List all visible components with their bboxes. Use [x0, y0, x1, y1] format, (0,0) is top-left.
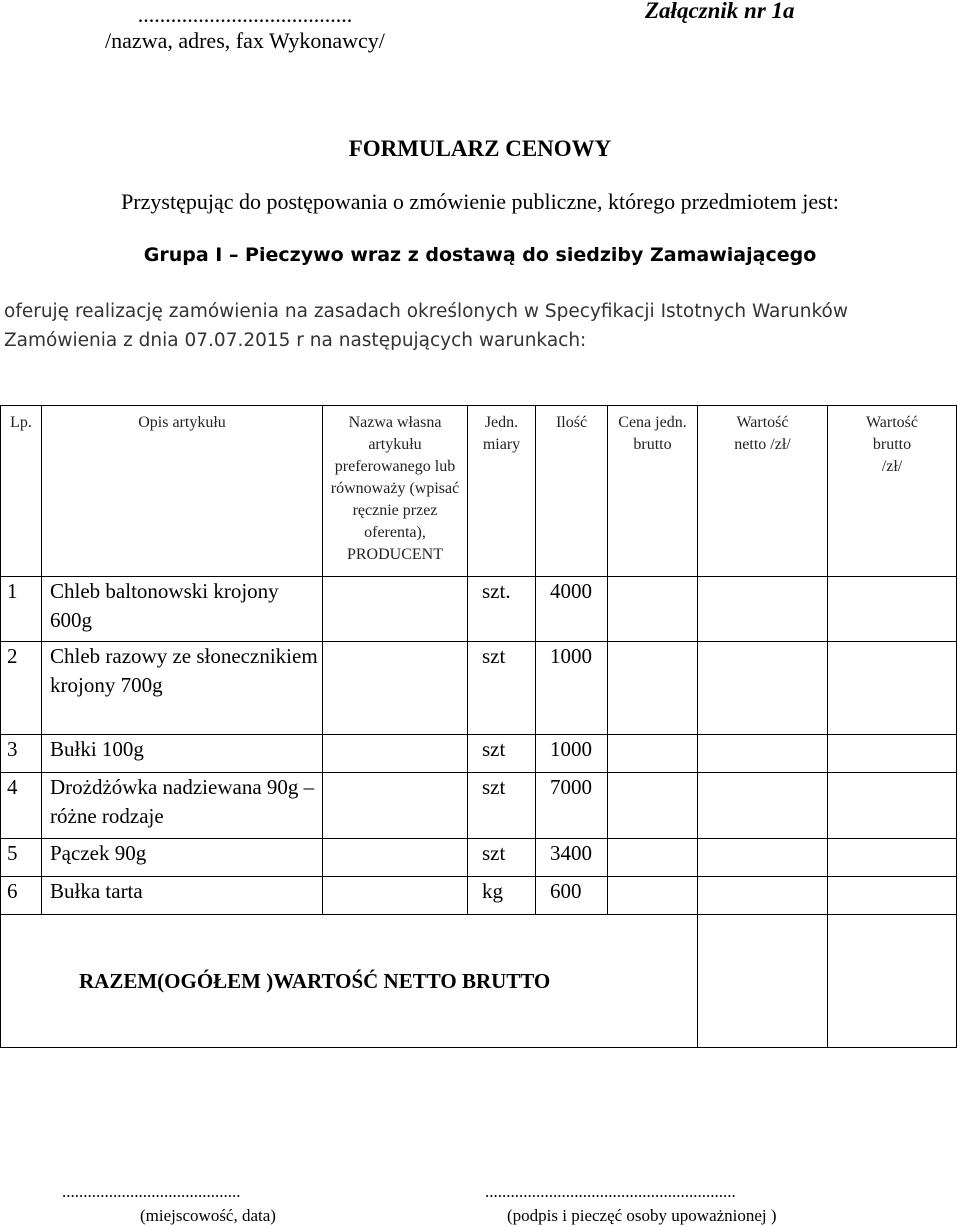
- row-lp: 5: [1, 839, 42, 877]
- row-ilosc: 600: [536, 877, 608, 915]
- place-date-dots: ..........................................: [62, 1182, 241, 1201]
- row-nazwa: [323, 735, 468, 773]
- row-wartosc-netto: [698, 839, 828, 877]
- header-jedn: Jedn. miary: [468, 406, 536, 577]
- row-wartosc-brutto: [828, 735, 957, 773]
- contractor-label: /nazwa, adres, fax Wykonawcy/: [105, 28, 385, 53]
- row-wartosc-netto: [698, 773, 828, 839]
- total-label: RAZEM(OGÓŁEM )WARTOŚĆ NETTO BRUTTO: [1, 915, 698, 1048]
- row-ilosc: 7000: [536, 773, 608, 839]
- table-header-row: [1, 406, 957, 577]
- header-opis: Opis artykułu: [42, 406, 323, 577]
- row-jedn: szt: [468, 642, 536, 735]
- row-wartosc-netto: [698, 642, 828, 735]
- offer-line-2: Zamówienia z dnia 07.07.2015 r na następujących warunkach:: [4, 330, 587, 351]
- row-nazwa: [323, 839, 468, 877]
- row-opis: Chleb baltonowski krojony 600g: [42, 577, 323, 642]
- header-lp: Lp.: [1, 406, 42, 577]
- attachment-label: Załącznik nr 1a: [645, 0, 795, 23]
- total-wartosc-netto: [698, 915, 828, 1048]
- header-wartosc-netto: Wartość netto /zł/: [698, 406, 828, 577]
- row-lp: 6: [1, 877, 42, 915]
- row-wartosc-brutto: [828, 577, 957, 642]
- row-jedn: szt: [468, 735, 536, 773]
- price-table: [0, 405, 957, 1048]
- row-ilosc: 4000: [536, 577, 608, 642]
- row-wartosc-brutto: [828, 642, 957, 735]
- row-cena: [608, 577, 698, 642]
- table-row: [1, 839, 957, 877]
- total-row: [1, 915, 957, 1048]
- table-row: [1, 877, 957, 915]
- table-row: [1, 735, 957, 773]
- row-cena: [608, 839, 698, 877]
- header-nazwa: Nazwa własna artykułu preferowanego lub równoważy (wpisać ręcznie przez oferenta), PRODUCENT: [323, 406, 468, 577]
- row-nazwa: [323, 773, 468, 839]
- row-lp: 2: [1, 642, 42, 735]
- header-ilosc: Ilość: [536, 406, 608, 577]
- row-cena: [608, 642, 698, 735]
- signature-label: (podpis i pieczęć osoby upoważnionej ): [507, 1206, 777, 1225]
- row-jedn: szt: [468, 839, 536, 877]
- row-nazwa: [323, 877, 468, 915]
- row-opis: Drożdżówka nadziewana 90g – różne rodzaje: [42, 773, 323, 839]
- row-cena: [608, 735, 698, 773]
- row-opis: Bułki 100g: [42, 735, 323, 773]
- row-wartosc-brutto: [828, 773, 957, 839]
- contractor-dots: .......................................: [137, 2, 353, 27]
- contractor-block: [80, 2, 410, 54]
- form-title: FORMULARZ CENOWY: [348, 136, 612, 161]
- row-nazwa: [323, 577, 468, 642]
- row-opis: Chleb razowy ze słonecznikiem krojony 700g: [42, 642, 323, 735]
- row-wartosc-netto: [698, 877, 828, 915]
- row-nazwa: [323, 642, 468, 735]
- row-opis: Pączek 90g: [42, 839, 323, 877]
- row-cena: [608, 773, 698, 839]
- row-lp: 4: [1, 773, 42, 839]
- row-wartosc-netto: [698, 577, 828, 642]
- offer-text: [4, 297, 944, 355]
- row-wartosc-brutto: [828, 839, 957, 877]
- header-cena: Cena jedn. brutto: [608, 406, 698, 577]
- intro-text: Przystępując do postępowania o zmówienie publiczne, którego przedmiotem jest:: [121, 189, 839, 214]
- table-row: [1, 773, 957, 839]
- total-wartosc-brutto: [828, 915, 957, 1048]
- row-wartosc-netto: [698, 735, 828, 773]
- row-ilosc: 1000: [536, 735, 608, 773]
- group-title: Grupa I – Pieczywo wraz z dostawą do siedziby Zamawiającego: [143, 244, 817, 266]
- row-jedn: szt: [468, 773, 536, 839]
- row-jedn: kg: [468, 877, 536, 915]
- table-row: [1, 642, 957, 735]
- row-jedn: szt.: [468, 577, 536, 642]
- row-cena: [608, 877, 698, 915]
- row-ilosc: 3400: [536, 839, 608, 877]
- row-opis: Bułka tarta: [42, 877, 323, 915]
- header-wartosc-brutto: Wartość brutto /zł/: [828, 406, 957, 577]
- offer-line-1: oferuję realizację zamówienia na zasadach określonych w Specyfikacji Istotnych Warunków: [4, 301, 848, 322]
- table-row: [1, 577, 957, 642]
- signature-dots: ...........................................................: [485, 1182, 736, 1201]
- place-date-label: (miejscowość, data): [140, 1206, 276, 1225]
- row-lp: 3: [1, 735, 42, 773]
- row-ilosc: 1000: [536, 642, 608, 735]
- row-lp: 1: [1, 577, 42, 642]
- row-wartosc-brutto: [828, 877, 957, 915]
